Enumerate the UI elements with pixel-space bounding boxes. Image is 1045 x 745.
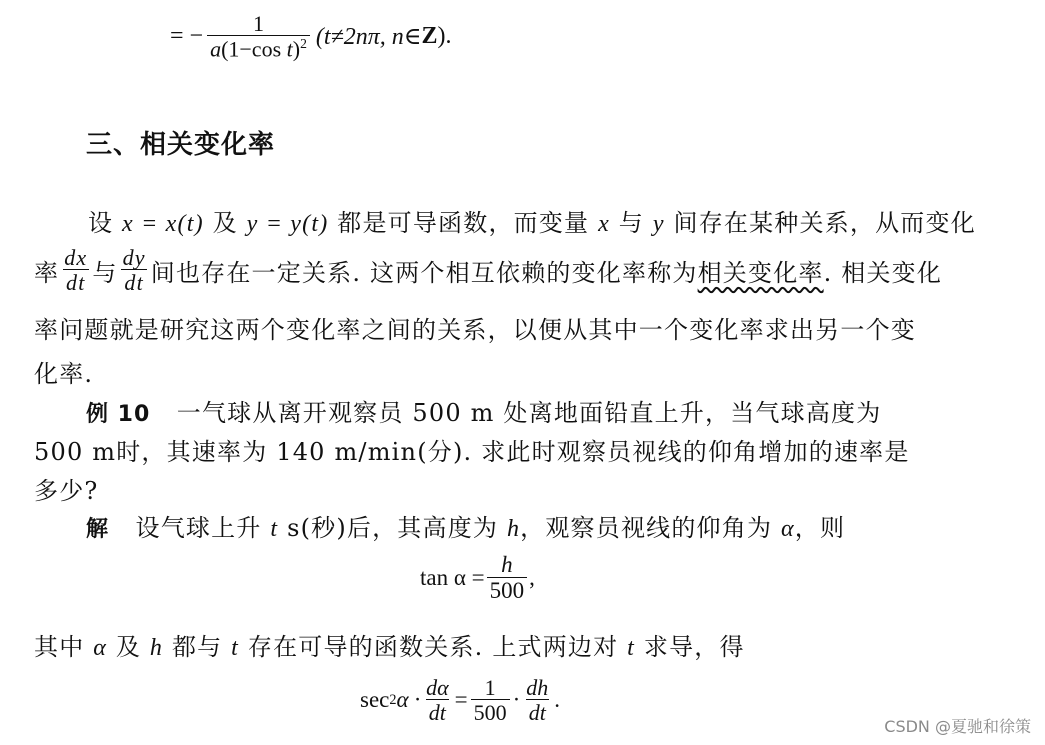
formula-integer-set: Z [421,22,438,49]
example-line: 多少? [34,477,99,505]
fraction-denominator: 500 [471,699,510,724]
math-inline: t [231,635,240,661]
math-inline: α [780,516,795,542]
paragraph-line [34,627,745,662]
formula-top [170,12,452,61]
paragraph-line: 化率. [34,360,94,388]
equation-fraction [471,676,510,724]
text: 间存在某种关系，从而变化 [664,209,976,237]
fraction-denominator: dt [526,699,549,724]
example-label: 例 10 [86,402,151,427]
alpha-symbol: α · [396,687,421,713]
paragraph-line [34,246,942,294]
formula-condition-end: ). [437,22,452,49]
fraction-numerator: 1 [484,675,496,700]
text: 一气球从离开观察员 500 m 处离地面铅直上升，当气球高度为 [176,399,882,427]
text: 设气球上升 [135,514,271,542]
fraction-numerator: dy [122,245,146,270]
equation-sec [360,676,560,724]
text: ，则 [794,514,846,542]
fraction-numerator: h [501,552,513,577]
text: s(秒)后，其高度为 [278,514,507,542]
formula-condition: (t≠2nπ, n∈ [315,23,422,50]
text: 间也存在一定关系. 这两个相互依赖的变化率称为 [150,258,698,287]
equation-lhs: tan α = [420,565,485,591]
den-rest: (1−cos [221,36,287,62]
text: 都与 [163,633,232,661]
formula-fraction [207,12,310,61]
sec-exponent: 2 [389,691,397,708]
emphasized-term: 相关变化率 [697,258,824,287]
derivative-fraction [61,246,90,294]
section-heading: 三、相关变化率 [86,130,276,160]
math-inline: h [506,516,521,542]
text: 及 [107,633,150,661]
math-inline: α [93,635,108,661]
text: 率 [34,258,60,287]
watermark: CSDN @夏驰和徐策 [884,717,1031,736]
solution-label: 解 [86,517,110,542]
equation-fraction [423,676,452,724]
den-t: t [286,36,293,62]
math-inline: t [270,516,279,542]
formula-prefix: = − [170,22,204,49]
example-line: 500 m时，其速率为 140 m/min(分). 求此时观察员视线的仰角增加的速率是 [34,438,910,466]
text: 都是可导函数，而变量 [328,209,599,237]
fraction-denominator: dt [121,269,147,294]
multiply-dot: · [512,687,521,713]
math-inline: y = y(t) [246,211,329,237]
math-inline: t [627,635,636,661]
paragraph-line [88,203,976,238]
fraction-denominator: 500 [487,577,528,603]
equation-fraction [523,676,551,724]
math-inline: x [598,211,610,237]
example-line [86,393,881,428]
fraction-numerator: dx [64,245,88,270]
solution-line [86,508,845,543]
text: 其中 [34,633,94,661]
equation-fraction [487,553,528,603]
den-close: ) [292,36,301,62]
equation-tail: , [529,565,535,591]
fraction-numerator: dh [526,675,549,700]
math-inline: y [652,211,665,237]
den-a: a [210,36,222,62]
equation-tail: . [554,687,561,713]
text: 与 [92,258,118,287]
den-sup: 2 [300,36,307,52]
math-inline: h [149,635,164,661]
text: 与 [609,209,653,237]
text: ，观察员视线的仰角为 [520,514,781,542]
sec-function: sec [360,687,390,713]
equation-tan [420,553,535,603]
text: 及 [203,209,247,237]
math-inline: x = x(t) [122,211,204,237]
text: . 相关变化 [823,258,943,287]
paragraph-line: 率问题就是研究这两个变化率之间的关系，以便从其中一个变化率求出另一个变 [34,316,916,344]
fraction-numerator: dα [426,675,449,700]
fraction-denominator: dt [63,269,89,294]
text: 存在可导的函数关系. 上式两边对 [239,633,628,661]
text: 求导，得 [635,633,745,661]
derivative-fraction [120,246,149,294]
fraction-denominator [207,35,310,60]
fraction-denominator: dt [426,699,449,724]
equals-sign: = [454,687,468,713]
fraction-numerator: 1 [252,11,264,36]
text: 设 [88,209,123,237]
